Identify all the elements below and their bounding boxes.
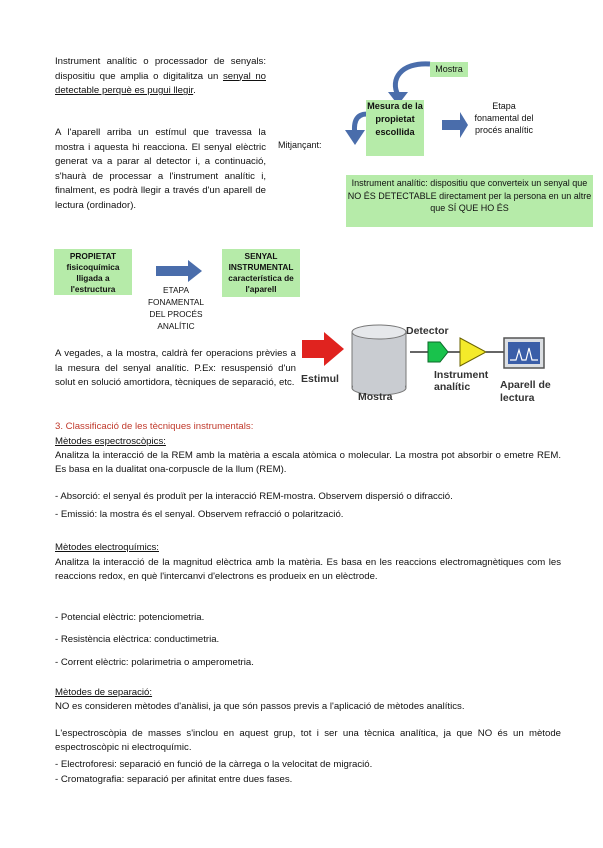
intro-period: .: [193, 85, 196, 97]
curved-arrow-top: [395, 64, 430, 95]
senyal-box: SENYAL INSTRUMENTAL característica de l'aparell: [222, 249, 300, 297]
etapa-fonamental-label: ETAPA FONAMENTAL DEL PROCÉS ANALÍTIC: [147, 285, 205, 331]
monitor-screen: [508, 342, 540, 364]
estimul-arrow-body: [302, 340, 326, 358]
electro-item-resistencia: - Resistència elèctrica: conductimetria.: [55, 634, 220, 645]
instrument-label: Instrument analític: [434, 369, 489, 393]
mostra-label: Mostra: [358, 391, 393, 403]
estimul-label: Estimul: [301, 373, 339, 385]
propietat-box: PROPIETAT fisicoquímica lligada a l'estructura: [54, 249, 132, 295]
instrument-definition-box: Instrument analític: dispositiu que converteix un senyal que NO ÉS DETECTABLE directament per la persona en un altre que SÍ QUE HO ÉS: [346, 175, 593, 227]
sep-text-1: NO es consideren mètodes d'anàlisi, ja que són passos previs a l'aplicació de mètodes analítics.: [55, 701, 465, 712]
electro-text: Analitza la interacció de la magnitud elèctrica amb la matèria. Es basa en les reaccions electromagnètiques com les reaccions redox, en què l'intercanvi d'electrons es produeix en un elèctrode.: [55, 557, 561, 582]
intro-underlined-text: senyal no detectable perquè es pugui llegir: [55, 70, 266, 97]
spec-item-absorcio: - Absorció: el senyal és produït per la interacció REM-mostra. Observem dispersió o difracció.: [55, 491, 453, 502]
vegades-paragraph: A vegades, a la mostra, caldrà fer operacions prèvies a la mesura del senyal analític. P.Ex: resuspensió d'un solut en solució amortidora, tècniques de separació, etc.: [55, 348, 296, 389]
spec-heading: Mètodes espectroscòpics:: [55, 436, 166, 447]
intro-text-1: Instrument analític o processador de senyals: dispositiu que amplia o digitalitza un: [55, 56, 266, 82]
electro-item-corrent: - Corrent elèctric: polarimetria o amperometria.: [55, 657, 254, 668]
electro-item-potencial: - Potencial elèctric: potenciometria.: [55, 612, 205, 623]
mitjancant-label: Mitjançant:: [278, 140, 322, 150]
sep-heading: Mètodes de separació:: [55, 687, 153, 698]
sep-item-electroforesi: - Electroforesi: separació en funció de la càrrega o la velocitat de migració.: [55, 759, 373, 770]
spec-text: Analitza la interacció de la REM amb la matèria a escala atòmica o molecular. La mostra pot absorbir o emetre REM. Es basa en la dualitat ona-corpuscle de la llum (REM).: [55, 450, 561, 475]
estimul-arrow-head: [324, 332, 344, 366]
diagram2-arrow: [156, 260, 204, 282]
electro-heading: Mètodes electroquímics:: [55, 542, 159, 553]
intro-paragraph-1: [55, 55, 266, 99]
section-3-heading: 3. Classificació de les tècniques instrumentals:: [55, 421, 254, 432]
right-arrow-head: [460, 112, 468, 138]
mostra-box: Mostra: [430, 62, 468, 77]
etapa-label: Etapa fonamental del procés analític: [474, 101, 534, 135]
sep-item-cromatografia: - Cromatografia: separació per afinitat entre dues fases.: [55, 774, 293, 785]
intro-paragraph-2: A l'aparell arriba un estímul que travessa la mostra i aquesta hi reacciona. El senyal elèctric generat va a parar al detector i, a continuació, s'haurà de processar a l'instrument analític i, finalment, es podrà llegir a través d'un aparell de lectura (ordinador).: [55, 127, 266, 211]
spec-item-emissio: - Emissió: la mostra és el senyal. Observem refracció o polarització.: [55, 509, 344, 520]
mostra-cylinder-top: [352, 325, 406, 339]
curved-arrow-left-head: [345, 130, 365, 145]
detector-shape: [428, 342, 448, 362]
sep-text-2: L'espectroscòpia de masses s'inclou en aquest grup, tot i ser una tècnica analítica, ja que NO és un mètode espectroscòpic ni electroquímic.: [55, 728, 561, 753]
amplifier-shape: [460, 338, 486, 366]
detector-label: Detector: [406, 325, 449, 337]
aparell-label: Aparell de lectura: [500, 379, 551, 404]
right-arrow-body: [442, 120, 462, 130]
mesura-box: Mesura de la propietat escollida: [366, 100, 424, 156]
